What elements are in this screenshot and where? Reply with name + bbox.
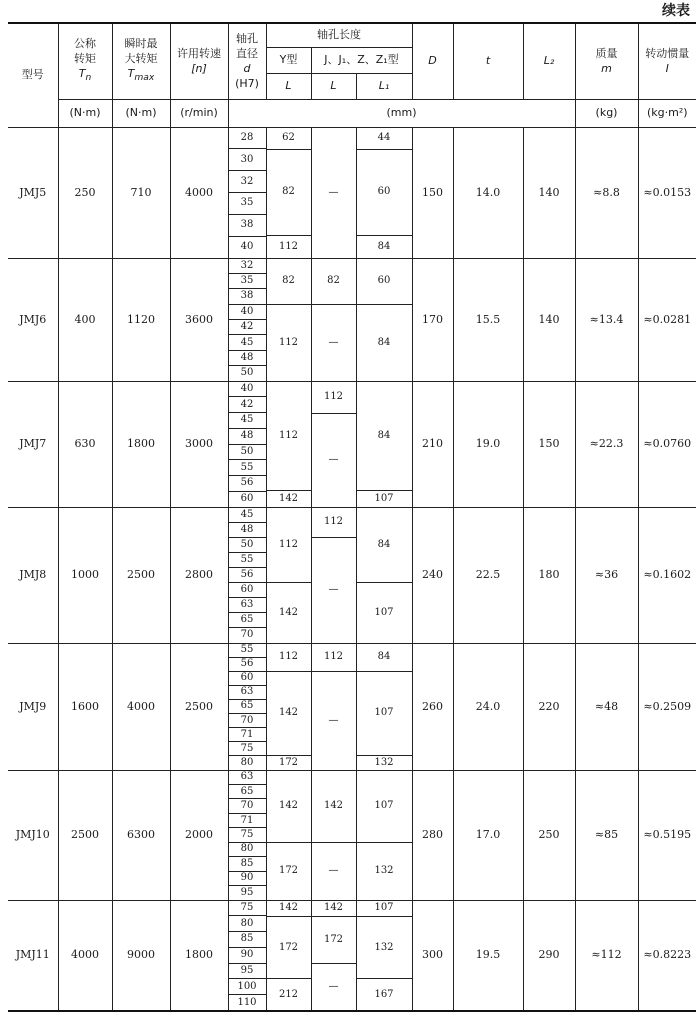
- j-length-cell-value: —: [328, 980, 339, 992]
- bore-diameter-cell-value: 75: [229, 901, 266, 917]
- y-length-cell-value: 112: [267, 508, 311, 583]
- bore-diameter-cell-value: 40: [229, 382, 266, 398]
- model-cell: JMJ6: [8, 258, 58, 381]
- bore-diameter-cell-value: 90: [229, 872, 266, 886]
- bore-diameter-cell-value: 42: [229, 320, 266, 335]
- header-nominal-torque-unit: (N·m): [58, 99, 112, 127]
- D-cell: 300: [412, 900, 453, 1011]
- y-length-cell-value: 62: [267, 128, 311, 150]
- bore-diameter-cell-value: 85: [229, 932, 266, 948]
- j-length-cell-value: 142: [312, 771, 356, 843]
- D-cell: 170: [412, 258, 453, 381]
- bore-diameter-cell-value: 63: [229, 771, 266, 785]
- l1-length-cell-value: 132: [374, 865, 394, 877]
- t-cell: 22.5: [453, 507, 523, 643]
- nominal-torque-cell: 1000: [58, 507, 112, 643]
- speed-cell: 3000: [170, 381, 228, 507]
- bore-diameter-cell-value: 90: [229, 948, 266, 964]
- bore-diameter-cell-value: 55: [229, 460, 266, 476]
- y-length-cell-value: 142: [267, 901, 311, 917]
- bore-diameter-cell-value: 40: [229, 305, 266, 320]
- header-j-L: L: [311, 73, 356, 99]
- t-cell: 24.0: [453, 643, 523, 770]
- l1-length-cell-value: 107: [374, 492, 394, 504]
- header-bore: 轴孔 直径 d (H7): [228, 23, 266, 99]
- y-length-cell-value: 172: [278, 756, 299, 768]
- D-cell: 240: [412, 507, 453, 643]
- l1-length-cell-value: 60: [357, 259, 412, 305]
- l1-length-cell-value: 107: [374, 606, 394, 618]
- bore-diameter-cell-value: 48: [229, 351, 266, 366]
- nominal-torque-cell: 630: [58, 381, 112, 507]
- L2-cell: 150: [523, 381, 575, 507]
- nominal-torque-cell: 4000: [58, 900, 112, 1011]
- y-length-cell-value: 172: [267, 917, 311, 979]
- bore-diameter-cell: [228, 770, 266, 900]
- header-mm-unit: (mm): [228, 99, 575, 127]
- header-speed-unit: (r/min): [170, 99, 228, 127]
- bore-diameter-cell-value: 60: [240, 493, 254, 505]
- bore-diameter-cell: [228, 900, 266, 1011]
- header-y-L: L: [266, 73, 311, 99]
- l1-length-cell: [356, 381, 412, 507]
- bore-diameter-cell: [228, 127, 266, 258]
- y-length-cell-value: 212: [278, 988, 299, 1000]
- speed-cell: 2800: [170, 507, 228, 643]
- mass-cell: ≈85: [575, 770, 638, 900]
- header-speed: 许用转速 [n]: [170, 23, 228, 99]
- bore-diameter-cell-value: 80: [240, 756, 254, 768]
- bore-diameter-cell-value: 30: [229, 149, 266, 171]
- inertia-cell: ≈0.0281: [638, 258, 696, 381]
- bore-diameter-cell-value: 65: [229, 613, 266, 628]
- bore-diameter-cell-value: 70: [240, 629, 254, 641]
- y-length-cell: [266, 258, 311, 381]
- j-length-cell-value: 142: [312, 901, 356, 917]
- table-row: [8, 507, 696, 643]
- l1-length-cell-value: 107: [357, 771, 412, 843]
- bore-diameter-cell-value: 100: [229, 979, 266, 995]
- L2-cell: 290: [523, 900, 575, 1011]
- l1-length-cell-value: 132: [374, 756, 394, 768]
- l1-length-cell: [356, 507, 412, 643]
- j-length-cell-value: 82: [312, 259, 356, 305]
- header-L1: L₁: [356, 73, 412, 99]
- y-length-cell: [266, 127, 311, 258]
- inertia-cell: ≈0.8223: [638, 900, 696, 1011]
- y-length-cell-value: 142: [267, 771, 311, 843]
- y-length-cell-value: 112: [267, 644, 311, 673]
- bore-diameter-cell-value: 56: [229, 568, 266, 583]
- y-length-cell-value: 142: [267, 672, 311, 756]
- l1-length-cell-value: 132: [357, 917, 412, 979]
- bore-diameter-cell: [228, 643, 266, 770]
- inertia-cell: ≈0.1602: [638, 507, 696, 643]
- header-length-group: 轴孔长度: [266, 23, 412, 47]
- j-length-cell: [311, 381, 356, 507]
- nominal-torque-cell: 250: [58, 127, 112, 258]
- l1-length-cell-value: 107: [357, 672, 412, 756]
- t-cell: 17.0: [453, 770, 523, 900]
- bore-diameter-cell-value: 65: [229, 785, 266, 799]
- L2-cell: 220: [523, 643, 575, 770]
- l1-length-cell-value: 107: [357, 901, 412, 917]
- bore-diameter-cell-value: 56: [229, 658, 266, 672]
- y-length-cell: [266, 643, 311, 770]
- j-length-cell: [311, 127, 356, 258]
- L2-cell: 140: [523, 127, 575, 258]
- l1-length-cell: [356, 127, 412, 258]
- header-y-type: Y型: [266, 47, 311, 73]
- bore-diameter-cell-value: 35: [229, 193, 266, 215]
- bore-diameter-cell-value: 35: [229, 274, 266, 289]
- mass-cell: ≈22.3: [575, 381, 638, 507]
- header-t: t: [453, 23, 523, 99]
- y-length-cell-value: 112: [278, 240, 299, 252]
- speed-cell: 4000: [170, 127, 228, 258]
- l1-length-cell-value: 84: [357, 644, 412, 673]
- speed-cell: 1800: [170, 900, 228, 1011]
- bore-diameter-cell-value: 45: [229, 413, 266, 429]
- header-max-torque-unit: (N·m): [112, 99, 170, 127]
- model-cell: JMJ10: [8, 770, 58, 900]
- model-cell: JMJ7: [8, 381, 58, 507]
- table-row: [8, 900, 696, 1011]
- l1-length-cell-value: 84: [357, 382, 412, 492]
- bore-diameter-cell-value: 56: [229, 476, 266, 492]
- bore-diameter-cell-value: 32: [229, 259, 266, 274]
- t-cell: 19.5: [453, 900, 523, 1011]
- nominal-torque-cell: 1600: [58, 643, 112, 770]
- bore-diameter-cell-value: 45: [229, 335, 266, 350]
- y-length-cell-value: 112: [267, 382, 311, 492]
- bore-diameter-cell-value: 85: [229, 857, 266, 871]
- bore-diameter-cell-value: 80: [229, 916, 266, 932]
- table-row: [8, 643, 696, 770]
- y-length-cell-value: 82: [267, 150, 311, 236]
- bore-diameter-cell-value: 55: [229, 644, 266, 658]
- D-cell: 150: [412, 127, 453, 258]
- speed-cell: 2500: [170, 643, 228, 770]
- j-length-cell-value: —: [328, 336, 339, 348]
- bore-diameter-cell-value: 38: [229, 289, 266, 304]
- mass-cell: ≈48: [575, 643, 638, 770]
- header-jz-type: J、J₁、Z、Z₁型: [311, 47, 412, 73]
- bore-diameter-cell-value: 50: [240, 367, 254, 379]
- D-cell: 210: [412, 381, 453, 507]
- D-cell: 260: [412, 643, 453, 770]
- bore-diameter-cell-value: 60: [229, 583, 266, 598]
- table-row: [8, 381, 696, 507]
- j-length-cell: [311, 258, 356, 381]
- l1-length-cell-value: 84: [377, 336, 391, 348]
- L2-cell: 140: [523, 258, 575, 381]
- mass-cell: ≈112: [575, 900, 638, 1011]
- inertia-cell: ≈0.0153: [638, 127, 696, 258]
- y-length-cell: [266, 381, 311, 507]
- header-nominal-torque: 公称 转矩 $T_n$: [58, 23, 112, 99]
- bore-diameter-cell-value: 45: [229, 508, 266, 523]
- j-length-cell: [311, 770, 356, 900]
- max-torque-cell: 2500: [112, 507, 170, 643]
- max-torque-cell: 1800: [112, 381, 170, 507]
- L2-cell: 250: [523, 770, 575, 900]
- bore-diameter-cell-value: 95: [240, 886, 254, 898]
- model-cell: JMJ11: [8, 900, 58, 1011]
- mass-cell: ≈8.8: [575, 127, 638, 258]
- header-inertia-unit: (kg·m²): [638, 99, 696, 127]
- j-length-cell-value: 172: [312, 917, 356, 964]
- y-length-cell-value: 82: [267, 259, 311, 305]
- y-length-cell-value: 142: [278, 492, 299, 504]
- y-length-cell-value: 142: [278, 606, 299, 618]
- bore-diameter-cell-value: 75: [229, 742, 266, 756]
- l1-length-cell-value: 60: [357, 150, 412, 236]
- speed-cell: 2000: [170, 770, 228, 900]
- model-cell: JMJ9: [8, 643, 58, 770]
- j-length-cell-value: 112: [312, 644, 356, 673]
- header-mass: 质量 m: [575, 23, 638, 99]
- L2-cell: 180: [523, 507, 575, 643]
- table-row: [8, 258, 696, 381]
- j-length-cell: [311, 507, 356, 643]
- nominal-torque-cell: 400: [58, 258, 112, 381]
- bore-diameter-cell-value: 75: [229, 828, 266, 842]
- bore-diameter-cell-value: 42: [229, 397, 266, 413]
- bore-diameter-cell-value: 48: [229, 523, 266, 538]
- nominal-torque-cell: 2500: [58, 770, 112, 900]
- l1-length-cell-value: 84: [357, 508, 412, 583]
- header-inertia: 转动惯量 I: [638, 23, 696, 99]
- y-length-cell: [266, 507, 311, 643]
- table-row: [8, 770, 696, 900]
- mass-cell: ≈13.4: [575, 258, 638, 381]
- bore-diameter-cell-value: 63: [229, 686, 266, 700]
- bore-diameter-cell-value: 48: [229, 429, 266, 445]
- j-length-cell-value: —: [328, 454, 339, 465]
- bore-diameter-cell-value: 50: [229, 538, 266, 553]
- bore-diameter-cell-value: 70: [229, 799, 266, 813]
- j-length-cell-value: —: [328, 584, 339, 596]
- continued-label: 续表: [662, 3, 690, 19]
- inertia-cell: ≈0.5195: [638, 770, 696, 900]
- bore-diameter-cell-value: 38: [229, 215, 266, 237]
- bore-diameter-cell-value: 65: [229, 700, 266, 714]
- bore-diameter-cell-value: 80: [229, 843, 266, 857]
- bore-diameter-cell-value: 63: [229, 598, 266, 613]
- inertia-cell: ≈0.2509: [638, 643, 696, 770]
- j-length-cell-value: —: [328, 865, 339, 877]
- bore-diameter-cell-value: 71: [229, 814, 266, 828]
- max-torque-cell: 6300: [112, 770, 170, 900]
- bore-diameter-cell: [228, 258, 266, 381]
- header-mass-unit: (kg): [575, 99, 638, 127]
- y-length-cell: [266, 770, 311, 900]
- header-model: 型号: [8, 23, 58, 127]
- D-cell: 280: [412, 770, 453, 900]
- bore-diameter-cell: [228, 381, 266, 507]
- model-cell: JMJ8: [8, 507, 58, 643]
- max-torque-cell: 4000: [112, 643, 170, 770]
- bore-diameter-cell-value: 71: [229, 728, 266, 742]
- bore-diameter-cell-value: 28: [229, 128, 266, 150]
- header-D: D: [412, 23, 453, 99]
- y-length-cell-value: 172: [278, 865, 299, 877]
- l1-length-cell: [356, 770, 412, 900]
- bore-diameter-cell-value: 32: [229, 171, 266, 193]
- l1-length-cell-value: 167: [374, 988, 394, 1000]
- j-length-cell-value: 112: [312, 382, 356, 414]
- bore-diameter-cell-value: 110: [237, 996, 257, 1008]
- t-cell: 14.0: [453, 127, 523, 258]
- l1-length-cell: [356, 900, 412, 1011]
- coupling-spec-table: [8, 22, 696, 1012]
- max-torque-cell: 710: [112, 127, 170, 258]
- l1-length-cell-value: 44: [357, 128, 412, 150]
- bore-diameter-cell-value: 50: [229, 445, 266, 461]
- max-torque-cell: 1120: [112, 258, 170, 381]
- bore-diameter-cell: [228, 507, 266, 643]
- model-cell: JMJ5: [8, 127, 58, 258]
- j-length-cell-value: 112: [312, 508, 356, 539]
- bore-diameter-cell-value: 40: [240, 241, 254, 253]
- inertia-cell: ≈0.0760: [638, 381, 696, 507]
- y-length-cell: [266, 900, 311, 1011]
- max-torque-cell: 9000: [112, 900, 170, 1011]
- header-max-torque: 瞬时最 大转矩 $T_{max}$: [112, 23, 170, 99]
- bore-diameter-cell-value: 60: [229, 672, 266, 686]
- bore-diameter-cell-value: 95: [229, 964, 266, 980]
- j-length-cell: [311, 900, 356, 1011]
- t-cell: 19.0: [453, 381, 523, 507]
- y-length-cell-value: 112: [278, 336, 299, 348]
- l1-length-cell-value: 84: [377, 240, 391, 252]
- j-length-cell-value: —: [328, 714, 339, 726]
- speed-cell: 3600: [170, 258, 228, 381]
- j-length-cell-value: —: [328, 186, 339, 198]
- j-length-cell: [311, 643, 356, 770]
- header-L2: L₂: [523, 23, 575, 99]
- table-row: [8, 127, 696, 258]
- t-cell: 15.5: [453, 258, 523, 381]
- bore-diameter-cell-value: 70: [229, 714, 266, 728]
- l1-length-cell: [356, 258, 412, 381]
- l1-length-cell: [356, 643, 412, 770]
- mass-cell: ≈36: [575, 507, 638, 643]
- bore-diameter-cell-value: 55: [229, 553, 266, 568]
